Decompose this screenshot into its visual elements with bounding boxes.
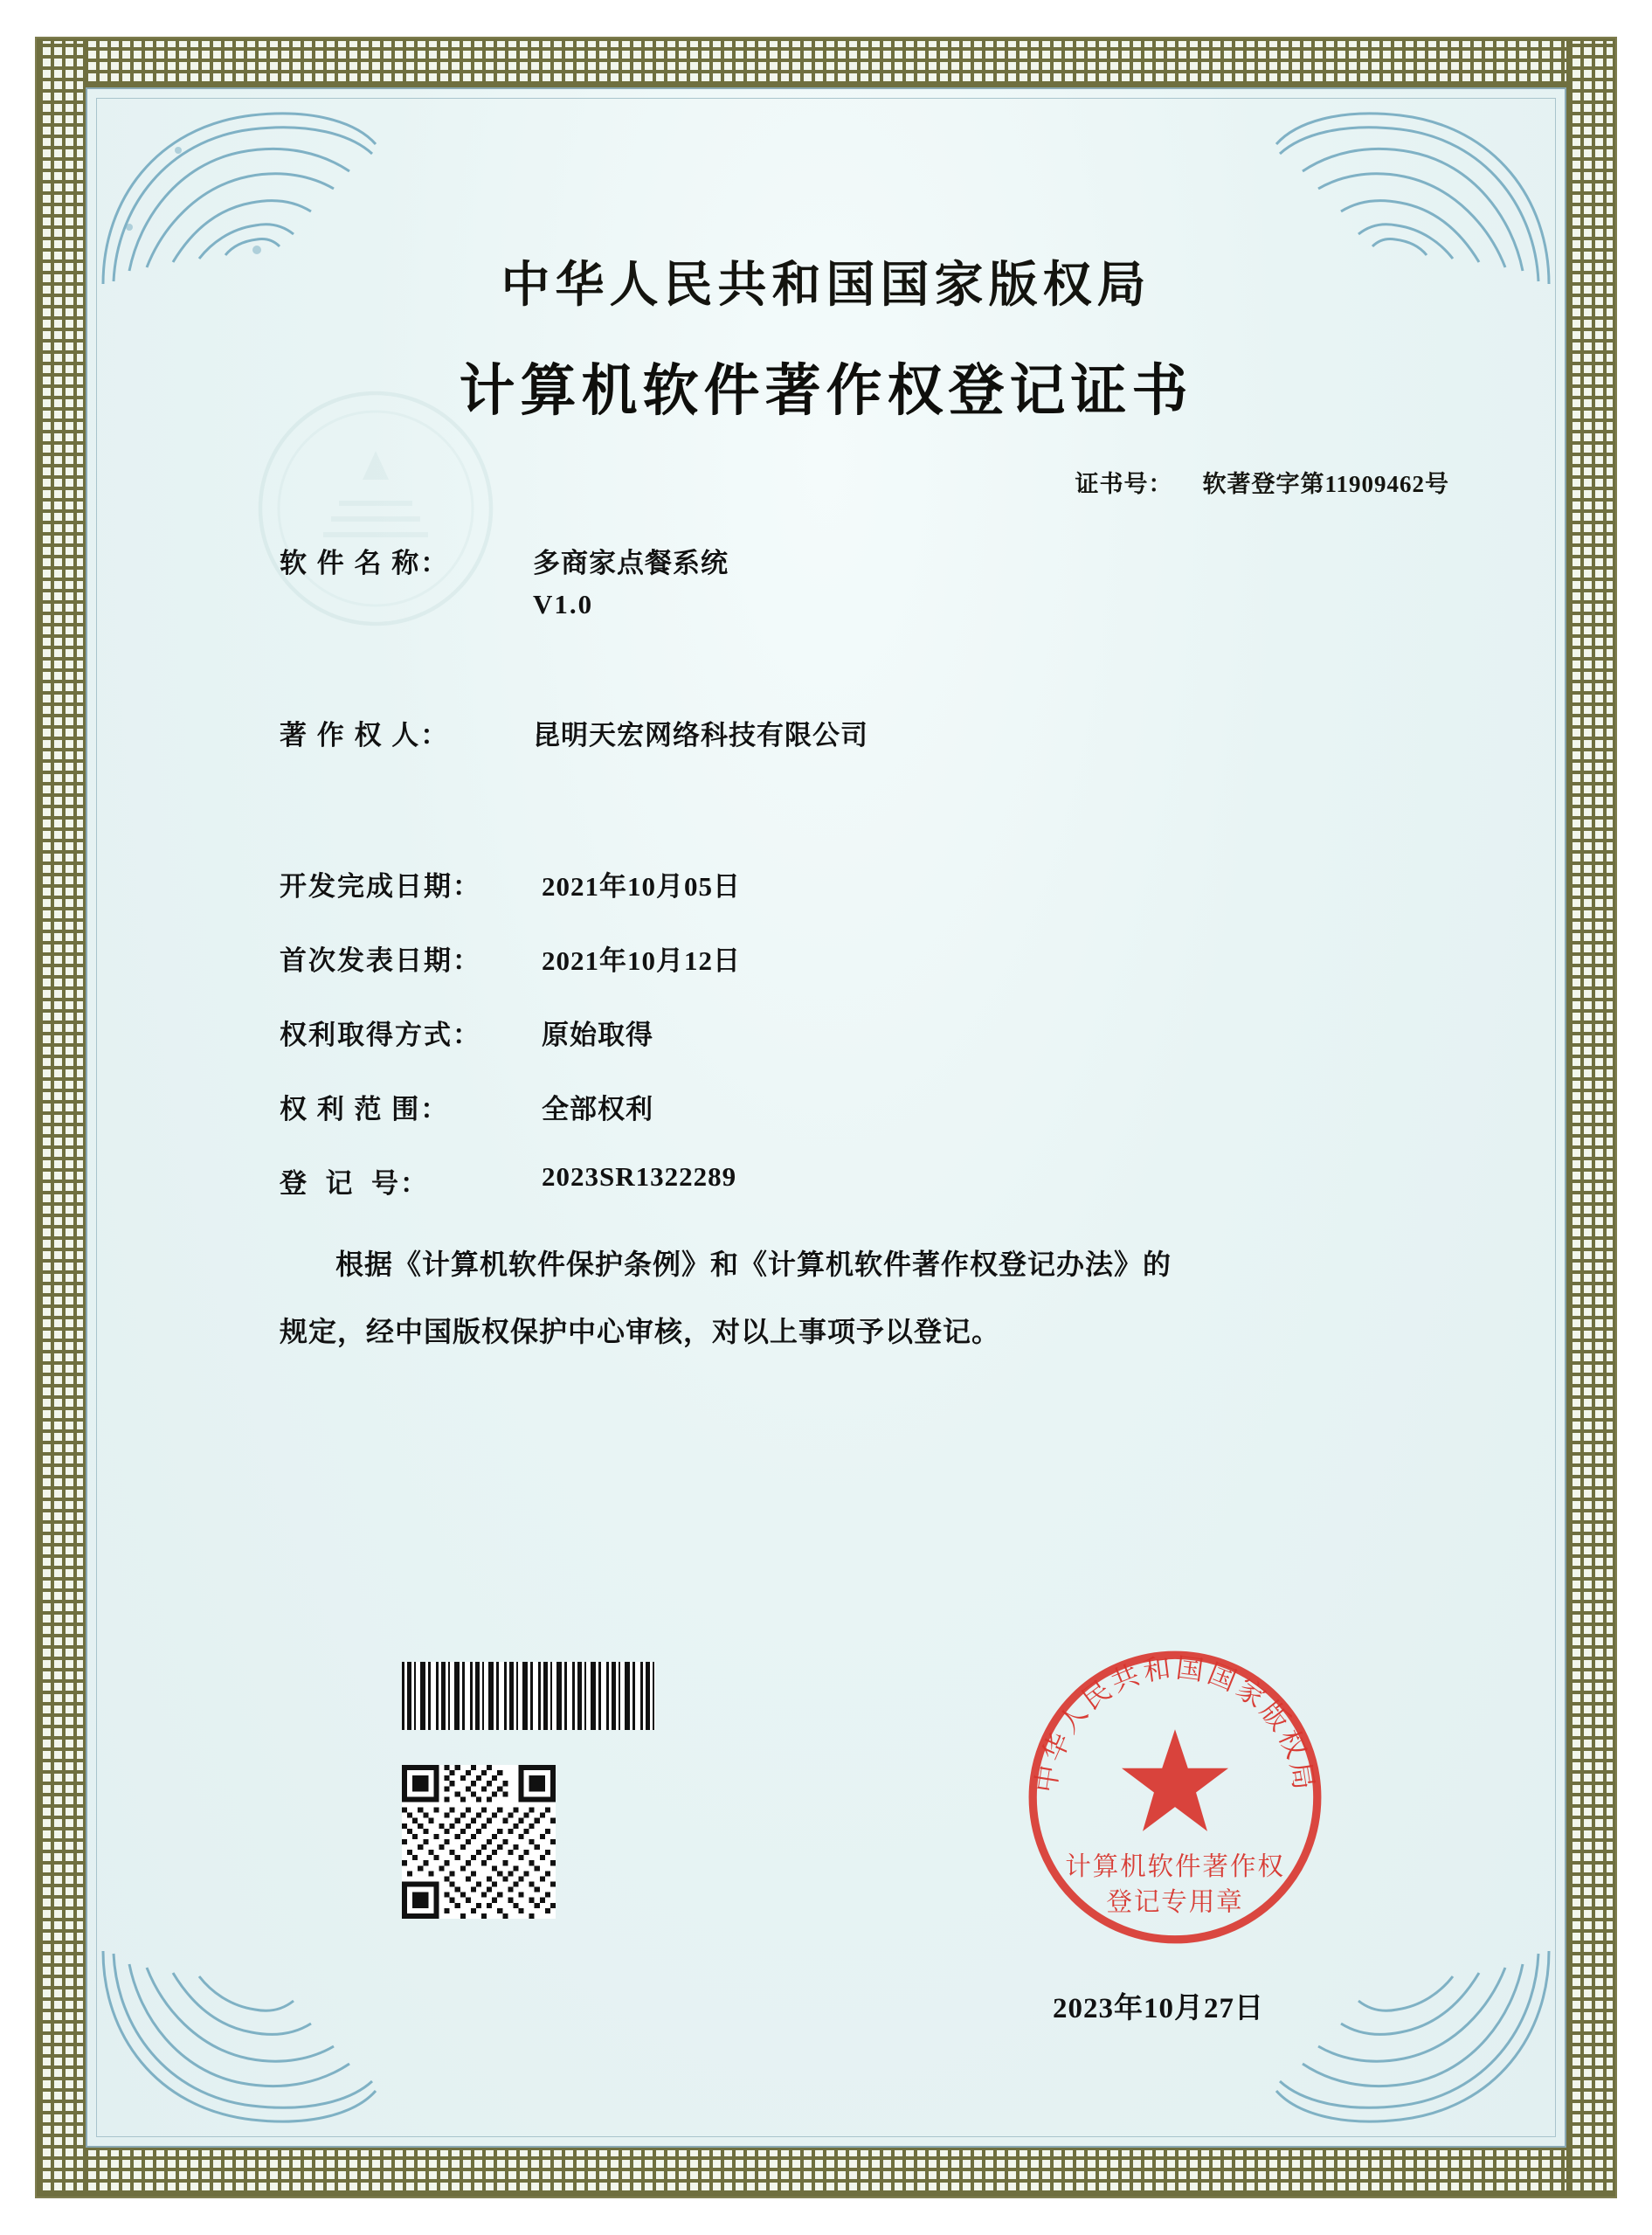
greek-key-border-left	[37, 38, 86, 2197]
field-label: 权利取得方式：	[280, 1020, 481, 1050]
qr-code	[402, 1765, 556, 1919]
field-label: 权 利 范 围：	[280, 1094, 450, 1124]
inner-frame	[86, 87, 1566, 2148]
primary-fields	[166, 541, 1486, 752]
field-value: 2023SR1322289	[542, 1161, 737, 1192]
software-name-value: 多商家点餐系统	[533, 548, 729, 578]
software-version-value: V1.0	[533, 589, 594, 619]
field-registration-number	[280, 1161, 1486, 1201]
legal-statement	[166, 1239, 1486, 1358]
greek-key-border-top	[37, 38, 1615, 87]
greek-key-border-bottom	[37, 2148, 1615, 2197]
certificate-number-value: 软著登字第11909462号	[1202, 471, 1449, 497]
issuer-title: 中华人民共和国国家版权局	[501, 256, 1151, 314]
field-value: 原始取得	[542, 1020, 653, 1050]
certificate-number	[166, 465, 1486, 499]
field-label: 开发完成日期：	[280, 871, 481, 902]
certificate-content	[87, 89, 1565, 2146]
field-software-name	[280, 541, 1486, 620]
certificate-number-label: 证书号：	[1075, 471, 1173, 497]
secondary-fields	[166, 864, 1486, 1201]
page-title: 计算机软件著作权登记证书	[459, 358, 1193, 424]
copyright-owner-value: 昆明天宏网络科技有限公司	[533, 720, 868, 751]
field-value: 2021年10月05日	[542, 871, 741, 902]
field-development-date	[280, 864, 1486, 903]
svg-text:登记专用章: 登记专用章	[1106, 1886, 1244, 1917]
official-seal-icon	[1013, 1636, 1337, 1959]
spacer	[280, 654, 1486, 713]
greek-key-border-right	[1566, 38, 1615, 2197]
field-label: 登 记 号：	[280, 1168, 429, 1199]
field-label: 首次发表日期：	[280, 945, 481, 976]
field-first-publish-date	[280, 938, 1486, 978]
svg-text:中华人民共和国国家版权局: 中华人民共和国国家版权局	[1030, 1652, 1320, 1796]
statement-line-2: 规定，经中国版权保护中心审核，对以上事项予以登记。	[280, 1316, 1001, 1348]
field-value	[533, 541, 729, 620]
svg-text:计算机软件著作权: 计算机软件著作权	[1065, 1851, 1285, 1881]
code-block	[402, 1662, 655, 1923]
field-copyright-owner	[280, 713, 1486, 752]
spacer	[166, 785, 1486, 845]
field-value: 2021年10月12日	[542, 945, 741, 976]
field-rights-acquisition	[280, 1013, 1486, 1052]
field-rights-scope	[280, 1087, 1486, 1126]
certificate-border	[35, 37, 1617, 2198]
field-label: 著 作 权 人：	[280, 720, 450, 751]
barcode	[402, 1662, 655, 1730]
statement-line-1: 根据《计算机软件保护条例》和《计算机软件著作权登记办法》的	[335, 1249, 1172, 1280]
field-value: 全部权利	[542, 1094, 653, 1124]
issue-date: 2023年10月27日	[1053, 1993, 1264, 2024]
field-label: 软 件 名 称：	[280, 548, 450, 578]
